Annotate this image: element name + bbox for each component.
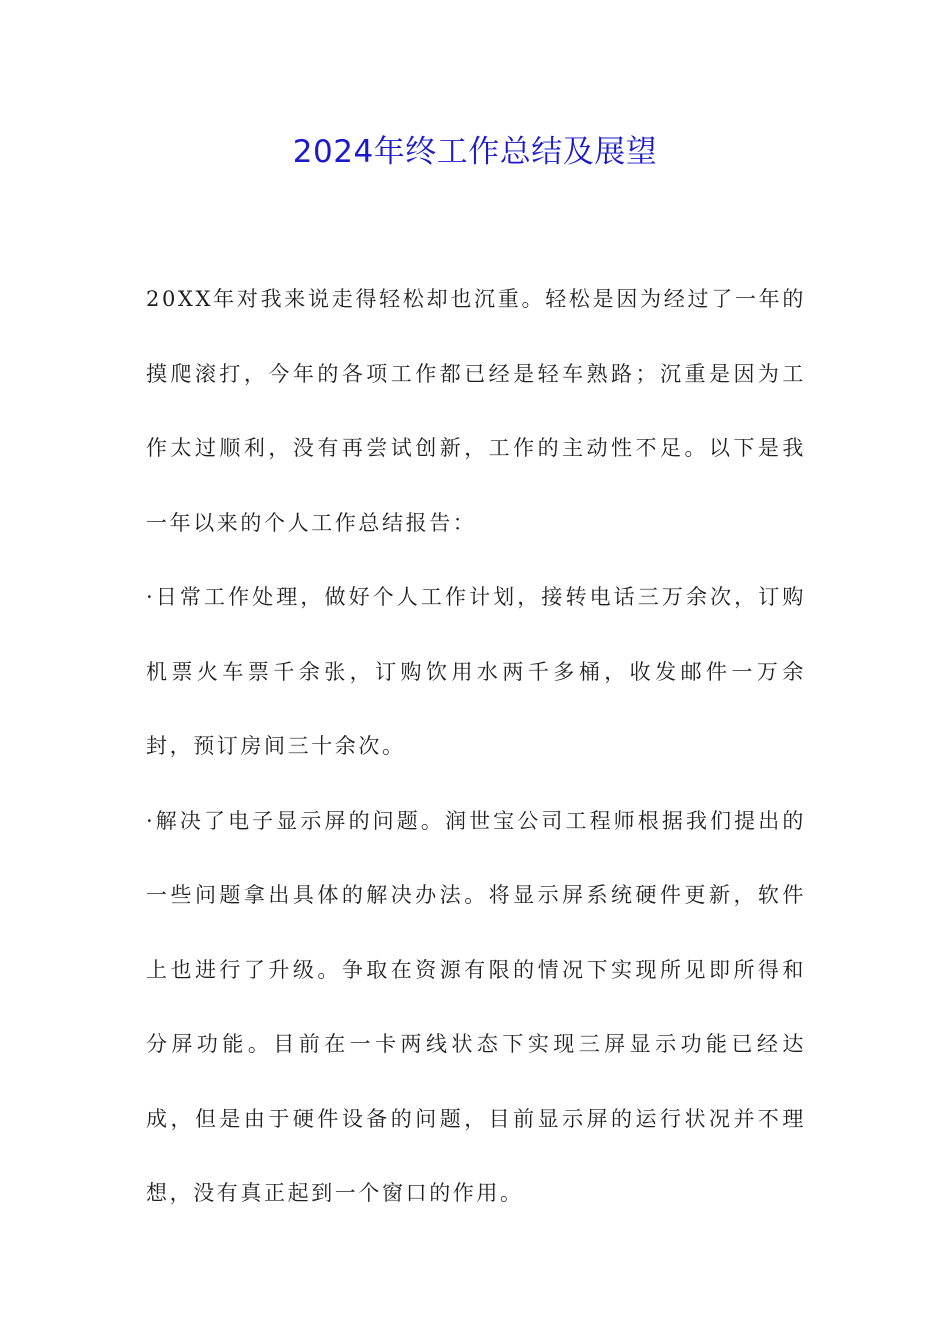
document-body	[146, 262, 806, 1231]
document-title: 2024年终工作总结及展望	[292, 134, 658, 170]
paragraph-display-screen: ·解决了电子显示屏的问题。润世宝公司工程师根据我们提出的一些问题拿出具体的解决办法。将显示屏系统硬件更新，软件上也进行了升级。争取在资源有限的情况下实现所见即所得和分屏功能。目前在一卡两线状态下实现三屏显示功能已经达成，但是由于硬件设备的问题，目前显示屏的运行状况并不理想，没有真正起到一个窗口的作用。	[146, 808, 806, 1205]
paragraph-intro: 20XX年对我来说走得轻松却也沉重。轻松是因为经过了一年的摸爬滚打，今年的各项工作都已经是轻车熟路；沉重是因为工作太过顺利，没有再尝试创新，工作的主动性不足。以下是我一年以来的个人工作总结报告：	[146, 287, 806, 535]
paragraph-daily-work: ·日常工作处理，做好个人工作计划，接转电话三万余次，订购机票火车票千余张，订购饮用水两千多桶，收发邮件一万余封，预订房间三十余次。	[146, 585, 806, 758]
